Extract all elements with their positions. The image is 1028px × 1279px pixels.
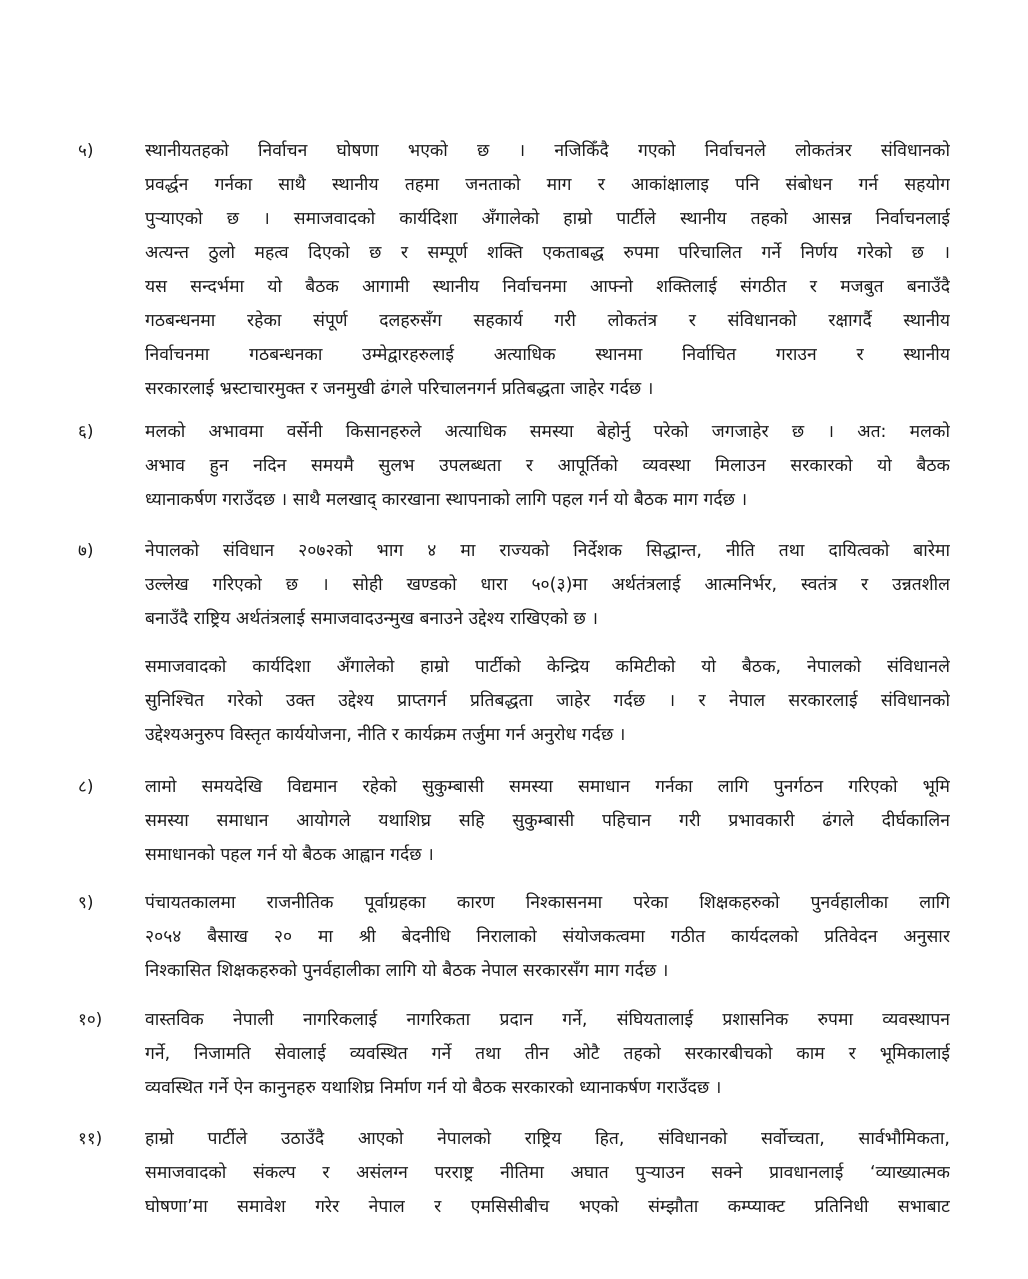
paragraph-line: घोषणा’मा समावेश गरेर नेपाल र एमसिसीबीच भएको संम्झौता कम्प्याक्ट प्रतिनिधी सभाबाट [145, 1197, 950, 1217]
paragraph-line: नेपालको संविधान २०७२को भाग ४ मा राज्यको निर्देशक सिद्धान्त, नीति तथा दायित्वको बारेमा [145, 541, 950, 561]
paragraph-line: समाजवादको कार्यदिशा अँगालेको हाम्रो पार्टीको केन्द्रिय कमिटीको यो बैठक, नेपालको संविधानले [145, 657, 950, 677]
paragraph-line: समाधानको पहल गर्न यो बैठक आह्वान गर्दछ । [145, 845, 434, 865]
paragraph-line: गठबन्धनमा रहेका संपूर्ण दलहरुसँग सहकार्य गरी लोकतंत्र र संविधानको रक्षागर्दै स्थानीय [145, 311, 950, 331]
paragraph-line: सुनिश्चित गरेको उक्त उद्देश्य प्राप्तगर्न प्रतिबद्धता जाहेर गर्दछ । र नेपाल सरकारलाई संविधानको [145, 691, 950, 711]
paragraph-line: स्थानीयतहको निर्वाचन घोषणा भएको छ । नजिकिँदै गएको निर्वाचनले लोकतंत्रर संविधानको [145, 141, 950, 161]
paragraph-line: अभाव हुन नदिन समयमै सुलभ उपलब्धता र आपूर्तिको व्यवस्था मिलाउन सरकारको यो बैठक [145, 456, 950, 476]
paragraph-line: अत्यन्त ठुलो महत्व दिएको छ र सम्पूर्ण शक्ति एकताबद्ध रुपमा परिचालित गर्ने निर्णय गरेको छ । [145, 243, 950, 263]
paragraph-line: वास्तविक नेपाली नागरिकलाई नागरिकता प्रदान गर्ने, संघियतालाई प्रशासनिक रुपमा व्यवस्थापन [145, 1010, 950, 1030]
paragraph-line: २०५४ बैसाख २० मा श्री बेदनीधि निरालाको संयोजकत्वमा गठीत कार्यदलको प्रतिवेदन अनुसार [145, 927, 950, 947]
paragraph-number: ८) [78, 777, 94, 797]
paragraph-line: निश्कासित शिक्षकहरुको पुनर्वहालीका लागि यो बैठक नेपाल सरकारसँग माग गर्दछ । [145, 961, 669, 981]
paragraph-number: ६) [78, 422, 94, 442]
paragraph-number: १०) [78, 1010, 103, 1030]
paragraph-line: बनाउँदै राष्ट्रिय अर्थतंत्रलाई समाजवादउन्मुख बनाउने उद्देश्य राखिएको छ । [145, 609, 598, 629]
paragraph-line: उल्लेख गरिएको छ । सोही खण्डको धारा ५०(३)मा अर्थतंत्रलाई आत्मनिर्भर, स्वतंत्र र उन्नतशील [145, 575, 950, 595]
paragraph-number: ७) [78, 541, 94, 561]
paragraph-line: पंचायतकालमा राजनीतिक पूर्वाग्रहका कारण निश्कासनमा परेका शिक्षकहरुको पुनर्वहालीका लागि [145, 893, 950, 913]
paragraph-line: लामो समयदेखि विद्यमान रहेको सुकुम्बासी समस्या समाधान गर्नका लागि पुनर्गठन गरिएको भूमि [145, 777, 950, 797]
paragraph-line: मलको अभावमा वर्सेनी किसानहरुले अत्याधिक समस्या बेहोर्नु परेको जगजाहेर छ । अत: मलको [145, 422, 950, 442]
paragraph-number: ५) [78, 141, 94, 161]
paragraph-line: पुऱ्याएको छ । समाजवादको कार्यदिशा अँगालेको हाम्रो पार्टीले स्थानीय तहको आसन्न निर्वाचनलाई [145, 209, 950, 229]
paragraph-line: हाम्रो पार्टीले उठाउँदै आएको नेपालको राष्ट्रिय हित, संविधानको सर्वोच्चता, सार्वभौमिकता, [145, 1129, 950, 1149]
paragraph-line: सरकारलाई भ्रस्टाचारमुक्त र जनमुखी ढंगले परिचालनगर्न प्रतिबद्धता जाहेर गर्दछ । [145, 379, 654, 399]
paragraph-number: ९) [78, 893, 94, 913]
paragraph-number: ११) [78, 1129, 103, 1149]
paragraph-line: गर्ने, निजामति सेवालाई व्यवस्थित गर्ने तथा तीन ओटै तहको सरकारबीचको काम र भूमिकालाई [145, 1044, 950, 1064]
paragraph-line: ध्यानाकर्षण गराउँदछ । साथै मलखाद् कारखाना स्थापनाको लागि पहल गर्न यो बैठक माग गर्दछ । [145, 490, 748, 510]
paragraph-line: समाजवादको संकल्प र असंलग्न परराष्ट्र नीतिमा अघात पुऱ्याउन सक्ने प्रावधानलाई ‘व्याख्यात्मक [145, 1163, 950, 1183]
paragraph-line: प्रवर्द्धन गर्नका साथै स्थानीय तहमा जनताको माग र आकांक्षालाइ पनि संबोधन गर्न सहयोग [145, 175, 950, 195]
paragraph-line: निर्वाचनमा गठबन्धनका उम्मेद्वारहरुलाई अत्याधिक स्थानमा निर्वाचित गराउन र स्थानीय [145, 345, 950, 365]
paragraph-line: यस सन्दर्भमा यो बैठक आगामी स्थानीय निर्वाचनमा आफ्नो शक्तिलाई संगठीत र मजबुत बनाउँदै [145, 277, 950, 297]
paragraph-line: उद्देश्यअनुरुप विस्तृत कार्ययोजना, नीति र कार्यक्रम तर्जुमा गर्न अनुरोध गर्दछ । [145, 725, 626, 745]
paragraph-line: व्यवस्थित गर्ने ऐन कानुनहरु यथाशिघ्र निर्माण गर्न यो बैठक सरकारको ध्यानाकर्षण गराउँदछ । [145, 1078, 722, 1098]
paragraph-line: समस्या समाधान आयोगले यथाशिघ्र सहि सुकुम्बासी पहिचान गरी प्रभावकारी ढंगले दीर्घकालिन [145, 811, 950, 831]
